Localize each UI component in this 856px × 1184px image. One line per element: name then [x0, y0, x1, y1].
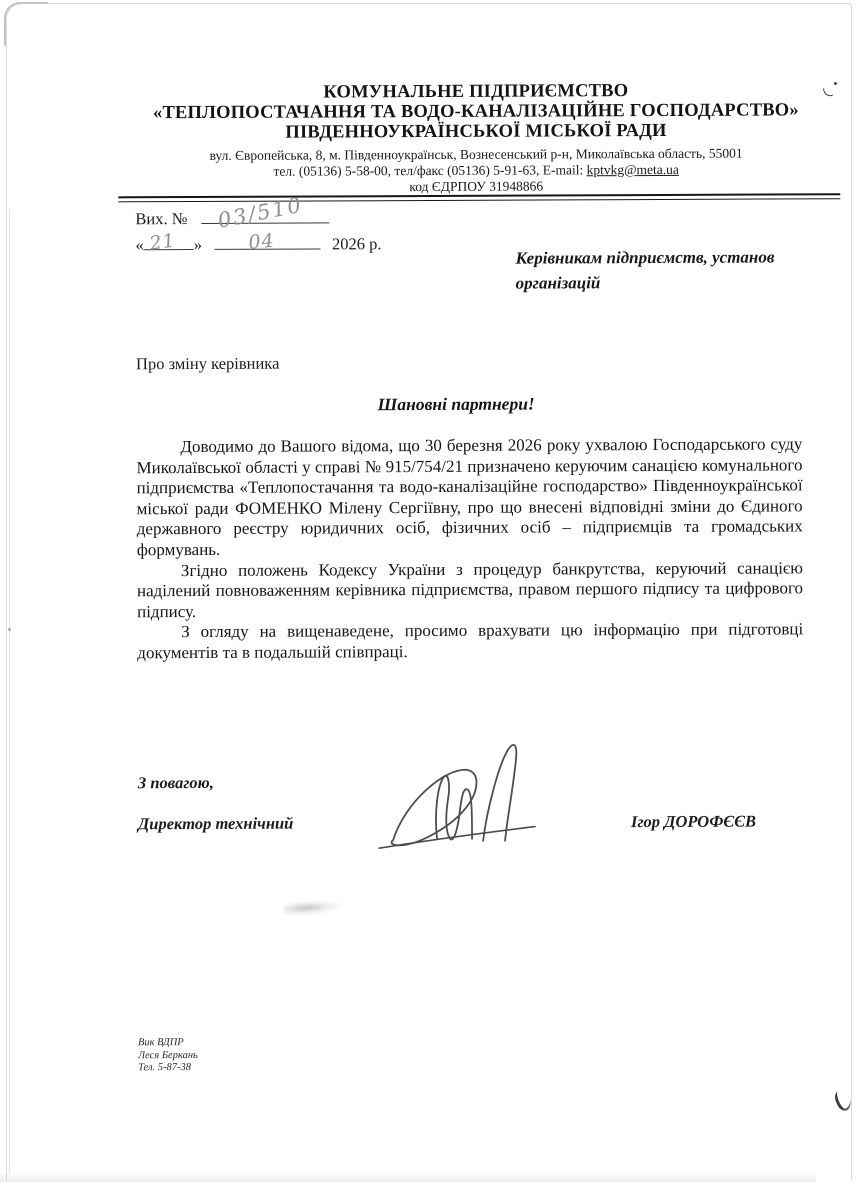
outgoing-number-line — [201, 192, 329, 233]
executor-line3: Тел. 5-87-38 — [138, 1062, 192, 1074]
org-phone: тел. (05136) 5-58-00, тел/факс (05136) 5-91-63, E-mail: — [273, 162, 587, 179]
outgoing-number-handwritten: 03/510 — [215, 192, 305, 233]
letter-body — [136, 434, 803, 663]
date-row — [135, 231, 381, 258]
day-line — [144, 229, 194, 255]
letterhead — [110, 80, 842, 196]
org-name-line2: «ТЕПЛОПОСТАЧАННЯ ТА ВОДО-КАНАЛІЗАЦІЙНЕ ГОСПОДАРСТВО» — [152, 100, 799, 124]
subject-line: Про зміну керівника — [135, 353, 280, 374]
month-line — [214, 229, 320, 254]
quote-open: « — [135, 235, 144, 255]
addressee-line1: Керівникам підприємств, установ — [515, 247, 775, 268]
body-paragraph-1: Доводимо до Вашого відома, що 30 березня 2026 року ухвалою Господарського суду Миколаївської області у справі № 915/754/21 призначено керуючим санацією комунального підприємства «Теплопостачання та водо-каналізаційне господарство» Південноукраїнської міської ради ФОМЕНКО Мілену Сергіївну, про що внесені відповідні зміни до Єдиного державного реєстру юридичних осіб, фізичних осіб – підприємців та громадських формувань. — [136, 434, 803, 560]
salutation: Шановні партнери! — [377, 393, 535, 415]
addressee-block — [515, 244, 815, 295]
outgoing-number-label: Вих. № — [135, 209, 188, 229]
org-address: вул. Європейська, 8, м. Південноукраїнськ, Вознесенський р-н, Миколаївська область, 55001 — [209, 145, 743, 163]
signature-scribble — [373, 739, 548, 852]
org-email: kptvkg@meta.ua — [586, 161, 679, 178]
addressee-line2: організацій — [515, 273, 601, 293]
month-handwritten: 04 — [247, 229, 276, 254]
quote-close: » — [193, 234, 203, 255]
signer-name: Ігор ДОРОФЄЄВ — [630, 811, 757, 832]
day-handwritten: 21 — [148, 229, 178, 255]
year-label: 2026 р. — [331, 234, 382, 254]
signer-position: Директор технічний — [137, 813, 294, 834]
executor-line1: Вик ВДПР — [137, 1037, 184, 1049]
executor-line2: Леся Беркань — [137, 1049, 198, 1061]
outgoing-number-row — [135, 192, 381, 233]
org-edrpou-code: код ЄДРПОУ 31948866 — [409, 178, 544, 195]
body-paragraph-2: Згідно положень Кодексу України з процедур банкрутства, керуючий санацією наділений повноваженням керівника підприємства, правом першого підпису та цифрового підпису. — [136, 557, 804, 622]
closing-regards: З повагою, — [137, 772, 214, 793]
executor-footer — [138, 1037, 198, 1075]
reference-block — [135, 192, 382, 258]
org-name-line1: КОМУНАЛЬНЕ ПІДПРИЄМСТВО — [323, 81, 629, 103]
body-paragraph-3: З огляду на вищенаведене, просимо врахувати цю інформацію при підготовці документів та в подальшій співпраці. — [137, 619, 804, 663]
scan-smudge — [283, 898, 342, 916]
org-name-line3: ПІВДЕННОУКРАЇНСЬКОЇ МІСЬКОЇ РАДИ — [285, 120, 667, 143]
